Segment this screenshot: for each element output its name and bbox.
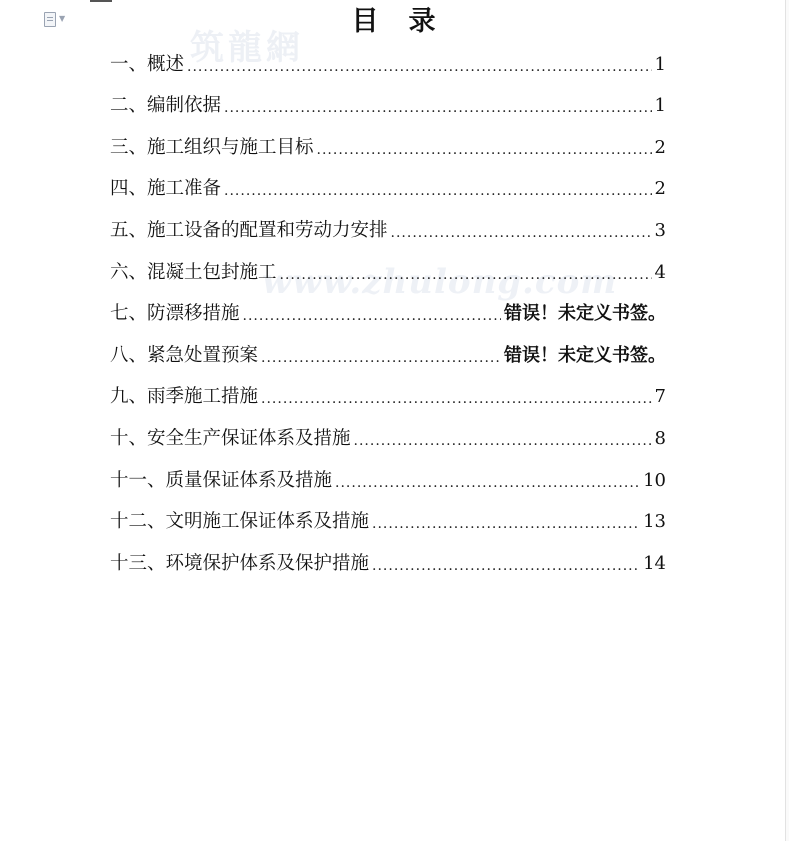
toc-entry[interactable] [110,208,666,250]
toc-label: 三、施工组织与施工目标 [110,136,314,158]
toc-page-number: 7 [654,386,666,408]
dot-leader [372,519,640,531]
toc-page-error: 错误！未定义书签。 [504,303,666,325]
toc-label: 十三、环境保护体系及保护措施 [110,552,370,574]
dot-leader [280,270,652,282]
toc-page-number: 13 [643,511,666,533]
toc-label: 二、编制依据 [110,95,222,117]
dot-leader [224,186,652,198]
toc-label: 一、概述 [110,53,185,75]
dot-leader [317,145,652,157]
page-title [0,2,789,42]
toc-entry[interactable] [110,541,666,583]
toc-page-number: 8 [654,427,666,449]
toc-entry[interactable] [110,375,666,417]
toc-entry[interactable] [110,250,666,292]
toc-page-number: 1 [654,95,666,117]
toc-label: 六、混凝土包封施工 [110,261,277,283]
toc-entry[interactable] [110,42,666,84]
toc-page-error: 错误！未定义书签。 [504,344,666,366]
toc-page-number: 10 [643,469,666,491]
toc-page-number: 4 [654,261,666,283]
toc-page-number: 3 [654,219,666,241]
page-edge [785,0,789,841]
dot-leader [354,436,652,448]
toc-page-number: 14 [643,552,666,574]
toc-label: 五、施工设备的配置和劳动力安排 [110,219,388,241]
dot-leader [391,228,652,240]
dot-leader [261,353,501,365]
toc-label: 八、紧急处置预案 [110,344,259,366]
dot-leader [261,394,652,406]
dot-leader [335,478,640,490]
toc-page-number: 1 [654,53,666,75]
toc-entry[interactable] [110,167,666,209]
toc-label: 十一、质量保证体系及措施 [110,469,333,491]
dot-leader [224,103,652,115]
toc-label: 四、施工准备 [110,178,222,200]
toc-entry[interactable] [110,292,666,334]
toc-entry[interactable] [110,333,666,375]
toc-page-number: 2 [654,136,666,158]
watermark-url: www.zhulong.com [262,262,618,302]
toc-entry[interactable] [110,125,666,167]
toc-entry[interactable] [110,416,666,458]
toc-page-number: 2 [654,178,666,200]
toc-entry[interactable] [110,500,666,542]
table-of-contents [110,42,666,583]
chevron-down-icon: ▼ [59,14,66,23]
dot-leader [243,311,501,323]
toc-label: 七、防漂移措施 [110,303,240,325]
toc-label: 十、安全生产保证体系及措施 [110,427,351,449]
watermark-logo: 筑龍網 [190,28,304,68]
dot-leader [187,62,652,74]
toc-label: 九、雨季施工措施 [110,386,259,408]
dot-leader [372,561,640,573]
toc-entry[interactable] [110,458,666,500]
toc-label: 十二、文明施工保证体系及措施 [110,511,370,533]
title-char: 录 [408,6,438,37]
toc-entry[interactable] [110,84,666,126]
title-char: 目 [351,6,381,37]
